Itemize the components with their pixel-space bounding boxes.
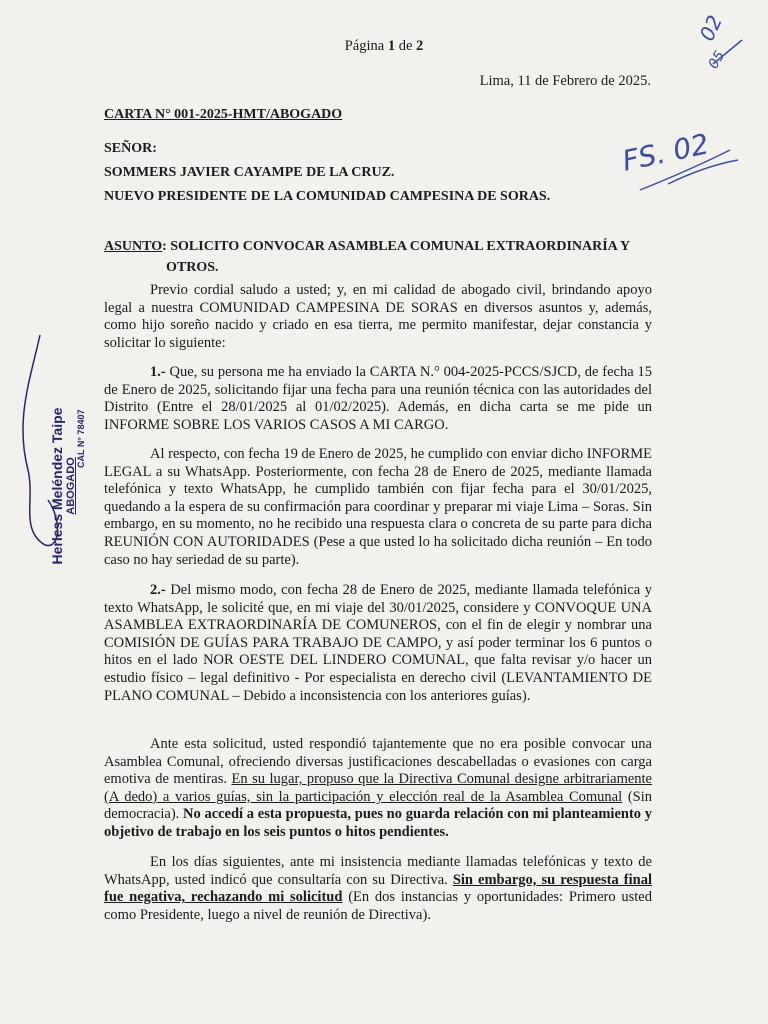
paragraph-4 [104,736,652,842]
recipient-name: SOMMERS JAVIER CAYAMPE DE LA CRUZ. [104,165,395,180]
page-of: de [398,38,413,54]
handwritten-folio-bottom: 05 [705,48,729,72]
paragraph-2-text: Al respecto, con fecha 19 de Enero de 2025, he cumplido con enviar dicho INFORME LEGAL a su WhatsApp. Posteriormente, con fecha 28 de Enero de 2025, mediante llamada telefónica y texto WhatsApp, he cumplido también con fijar fecha para el 30/01/2025, quedando a la espera de su confirmación para coordinar y preparar mi viaje Lima – Soras. Sin embargo, en su momento, no he recibido una respuesta clara o concreta de su parte para dicha REUNIÓN CON AUTORIDADES (Pese a que usted lo ha solicitado dicha reunión – En todo caso no hay seriedad de su parte). [104,446,652,568]
recipient-title: NUEVO PRESIDENTE DE LA COMUNIDAD CAMPESINA DE SORAS. [104,189,551,204]
stamp-role: ABOGADO [65,457,77,515]
paragraph-4-underlined: En su lugar, propuso que la Directiva Comunal designe arbitrariamente (A dedo) a varios guías, sin la participación y elección real de la Asamblea Comunal [104,771,652,805]
paragraph-3-number: 2.- [150,582,166,598]
paragraph-1 [104,364,652,434]
paragraph-1-number: 1.- [150,364,166,380]
paragraph-2 [104,446,652,569]
page-total: 2 [416,38,424,54]
paragraph-5-note: (En dos instancias y oportunidades: Primero usted como Presidente, luego a nivel de reunión de Directiva). [104,889,652,923]
subject-line-2: OTROS. [166,260,219,275]
salutation: SEÑOR: [104,141,157,156]
stamp-name: Herless Meléndez Taipe [49,407,65,565]
letter-number: CARTA N° 001-2025-HMT/ABOGADO [104,107,343,122]
paragraph-4-note: (Sin democracia). [104,788,653,823]
letter-date: Lima, 11 de Febrero de 2025. [479,73,651,89]
paragraph-3 [104,582,652,705]
handwritten-folio-number: FS. 02 [619,127,712,178]
paragraph-intro [104,282,652,352]
page-number [0,38,768,55]
paragraph-3-text: Del mismo modo, con fecha 28 de Enero de 2025, mediante llamada telefónica y texto WhatsApp, le solicité que, en mi viaje del 30/01/2025, considere y CONVOQUE UNA ASAMBLEA EXTRAORDINARÍA DE COMUNEROS, con el fin de elegir y nombrar una COMISIÓN DE GUÍAS PARA TRABAJO DE CAMPO, y así poder terminar los 6 puntos o hitos en el lado NOR OESTE DEL LINDERO COMUNAL, que falta revisar y/o hacer un estudio físico – legal definitivo - Por especialista en derecho civil (LEVANTAMIENTO DE PLANO COMUNAL – Debido a inconsistencia con los anteriores guías). [104,582,652,704]
page-current: 1 [387,38,396,54]
paragraph-1-text: Que, su persona me ha enviado la CARTA N.° 004-2025-PCCS/SJCD, de fecha 15 de Enero de 2025, solicitando fijar una fecha para una reunión técnica con las autoridades del Distrito (Entre el 28/01/2025 al 01/02/2025). Además, en dicha carta se me pide un INFORME SOBRE LOS VARIOS CASOS A MI CARGO. [104,364,652,433]
stamp-registration: CAL N° 78407 [76,409,86,468]
subject-label: ASUNTO [104,239,163,254]
intro-text: Previo cordial saludo a usted; y, en mi calidad de abogado civil, brindando apoyo legal a nuestra COMUNIDAD CAMPESINA DE SORAS en diversos asuntos y, además, como hijo soreño nacido y criado en esa tierra, me permito manifestar, dejar constancia y solicitar lo siguiente: [104,282,652,351]
paragraph-5 [104,854,652,924]
lawyer-stamp [50,406,94,566]
paragraph-5-text: En los días siguientes, ante mi insistencia mediante llamadas telefónicas y texto de WhatsApp, usted indicó que consultaría con su Directiva. [104,854,652,888]
handwritten-folio-top: 02 [694,11,727,45]
page-label: Página [344,38,385,54]
paragraph-5-bold-underlined: Sin embargo, su respuesta final fue negativa, rechazando mi solicitud [104,871,652,906]
subject-line-1: : SOLICITO CONVOCAR ASAMBLEA COMUNAL EXTRAORDINARÍA Y [162,239,631,254]
paragraph-4-bold: No accedí a esta propuesta, pues no guarda relación con mi planteamiento y objetivo de trabajo en los seis puntos o hitos pendientes. [104,806,652,840]
subject [104,236,664,278]
paragraph-4-text: Ante esta solicitud, usted respondió tajantemente que no era posible convocar una Asamblea Comunal, ofreciendo diversas justificaciones descabelladas o evasiones con carga emotiva de mentiras. [104,736,652,788]
